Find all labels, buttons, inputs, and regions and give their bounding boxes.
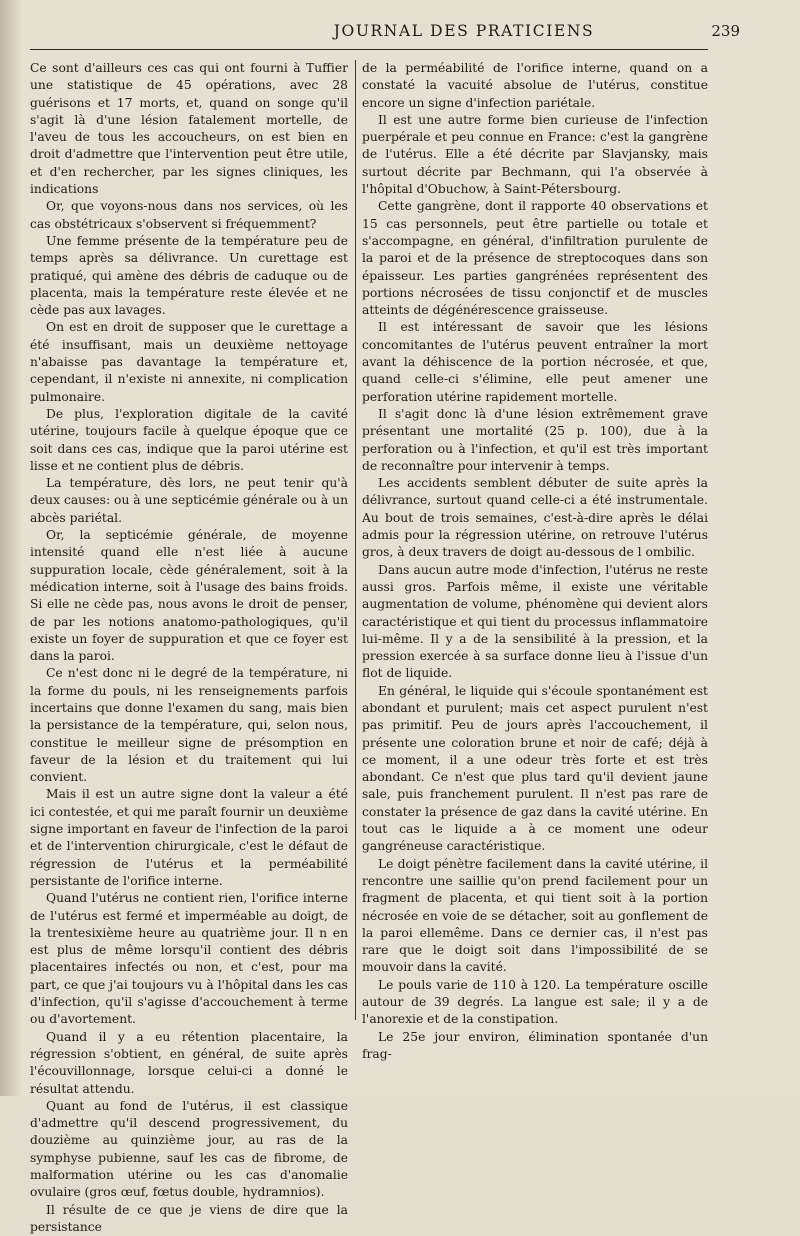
header-rule (30, 49, 708, 50)
paragraph: Les accidents semblent débuter de suite après la délivrance, surtout quand celle-ci a été instrumentale. Au bout de trois semaines, c'est-à-dire après le délai admis pour la régression utérine, on retrouve l'utérus gros, à deux travers de doigt au-dessous de l ombilic. (362, 476, 708, 560)
paragraph: Quand l'utérus ne contient rien, l'orifice interne de l'utérus est fermé et imperméable au doigt, de la trentesixième heure au quatrième jour. Il n en est plus de même lorsqu'il contient des débris placentaires infectés ou non, et c'est, pour ma part, ce que j'ai toujours vu à l'hôpital dans les cas d'infection, qu'il s'agisse d'accouchement à terme ou d'avortement. (30, 891, 348, 1027)
paragraph: La température, dès lors, ne peut tenir qu'à deux causes: ou à une septicémie générale ou à un abcès pariétal. (30, 476, 348, 525)
binding-gutter-shadow (0, 0, 22, 1096)
paragraph: Quant au fond de l'utérus, il est classique d'admettre qu'il descend progressivement, du douzième au quinzième jour, au ras de la symphyse pubienne, sauf les cas de fibrome, de malformation utérine ou les cas d'anomalie ovulaire (gros œuf, fœtus double, hydramnios). (30, 1098, 348, 1200)
paragraph: Or, la septicémie générale, de moyenne intensité quand elle n'est liée à aucune suppuration locale, cède généralement, soit à la médication interne, soit à l'usage des bains froids. Si elle ne cède pas, nous avons le droit de penser, de par les notions anatomo-pathologiques, qu'il existe un foyer de suppuration et que ce foyer est dans la paroi. (30, 528, 348, 664)
paragraph: Cette gangrène, dont il rapporte 40 observations et 15 cas personnels, peut être partielle ou totale et s'accompagne, en général, d'infiltration purulente de la paroi et de la présence de streptocoques dans son épaisseur. Les parties gangrénées représentent des portions nécrosées de tissu conjonctif et de muscles atteints de dégénérescence graisseuse. (362, 199, 708, 318)
paragraph: de la perméabilité de l'orifice interne, quand on a constaté la vacuité absolue de l'utérus, constitue encore un signe d'infection pariétale. (362, 61, 708, 110)
column-separator (355, 60, 356, 1020)
paragraph: Le 25e jour environ, élimination spontanée d'un frag- (362, 1029, 708, 1061)
paragraph: Il résulte de ce que je viens de dire que la persistance (30, 1202, 348, 1234)
paragraph: Ce sont d'ailleurs ces cas qui ont fourni à Tuffier une statistique de 45 opérations, avec 28 guérisons et 17 morts, et, quand on songe qu'il s'agit là d'une lésion fatalement mortelle, de l'aveu de tous les accoucheurs, on est bien en droit d'admettre que l'intervention peut être utile, et d'en rechercher, par les signes cliniques, les indications (30, 61, 348, 197)
paragraph: Ce n'est donc ni le degré de la température, ni la forme du pouls, ni les renseignements parfois incertains que donne l'examen du sang, mais bien la persistance de la température, qui, selon nous, constitue le meilleur signe de présomption en faveur de la lésion et du traitement qui lui convient. (30, 666, 348, 785)
right-column (362, 60, 708, 1063)
paragraph: Le doigt pénètre facilement dans la cavité utérine, il rencontre une saillie qu'on prend facilement pour un fragment de placenta, et qui tient soit à la portion nécrosée en voie de se détacher, soit au gonflement de la paroi ellemême. Dans ce dernier cas, il n'est pas rare que le doigt soit dans l'impossibilité de se mouvoir dans la cavité. (362, 856, 708, 975)
page-number: 239 (711, 22, 740, 40)
paragraph: Or, que voyons-nous dans nos services, où les cas obstétricaux s'observent si fréquemment? (30, 199, 348, 231)
paragraph: En général, le liquide qui s'écoule spontanément est abondant et purulent; mais cet aspect purulent n'est pas primitif. Peu de jours après l'accouchement, il présente une coloration brune et noir de café; déjà à ce moment, il a une odeur très forte et est très abondant. Ce n'est que plus tard qu'il devient jaune sale, puis franchement purulent. Il n'est pas rare de constater la présence de gaz dans la cavité utérine. En tout cas le liquide a à ce moment une odeur gangréneuse caractéristique. (362, 683, 708, 854)
paragraph: De plus, l'exploration digitale de la cavité utérine, toujours facile à quelque époque que ce soit dans ces cas, indique que la paroi utérine est lisse et ne contient plus de débris. (30, 406, 348, 473)
paragraph: Une femme présente de la température peu de temps après sa délivrance. Un curettage est pratiqué, qui amène des débris de caduque ou de placenta, mais la température reste élevée et ne cède pas aux lavages. (30, 233, 348, 318)
paragraph: Il est une autre forme bien curieuse de l'infection puerpérale et peu connue en France: c'est la gangrène de l'utérus. Elle a été décrite par Slavjansky, mais surtout décrite par Bechmann, qui l'a observée à l'hôpital d'Obuchow, à Saint-Pétersbourg. (362, 112, 708, 197)
running-header (28, 18, 740, 44)
paragraph: Quand il y a eu rétention placentaire, la régression s'obtient, en général, de suite après l'écouvillonnage, lorsque celui-ci a donné le résultat attendu. (30, 1029, 348, 1096)
journal-title: JOURNAL DES PRATICIENS (333, 22, 595, 40)
paragraph: On est en droit de supposer que le curettage a été insuffisant, mais un deuxième nettoyage n'abaisse pas davantage la température et, cependant, il n'existe ni annexite, ni complication pulmonaire. (30, 320, 348, 404)
paragraph: Dans aucun autre mode d'infection, l'utérus ne reste aussi gros. Parfois même, il existe une véritable augmentation de volume, phénomène qui devient alors caractéristique et qui tient du processus inflammatoire lui-même. Il y a de la sensibilité à la pression, et la pression exercée à sa surface donne lieu à l'issue d'un flot de liquide. (362, 562, 708, 681)
paragraph: Il est intéressant de savoir que les lésions concomitantes de l'utérus peuvent entraîner la mort avant la déhiscence de la portion nécrosée, et que, quand celle-ci s'élimine, elle peut amener une perforation utérine rapidement mortelle. (362, 320, 708, 404)
left-column (30, 60, 348, 1236)
paragraph: Le pouls varie de 110 à 120. La température oscille autour de 39 degrés. La langue est sale; il y a de l'anorexie et de la constipation. (362, 977, 708, 1027)
paragraph: Mais il est un autre signe dont la valeur a été ici contestée, et qui me paraît fournir un deuxième signe important en faveur de l'infection de la paroi et de l'intervention chirurgicale, c'est le défaut de régression de l'utérus et la perméabilité persistante de l'orifice interne. (30, 787, 348, 888)
paragraph: Il s'agit donc là d'une lésion extrêmement grave présentant une mortalité (25 p. 100), due à la perforation ou à l'infection, et qu'il est très important de reconnaître pour intervenir à temps. (362, 406, 708, 473)
